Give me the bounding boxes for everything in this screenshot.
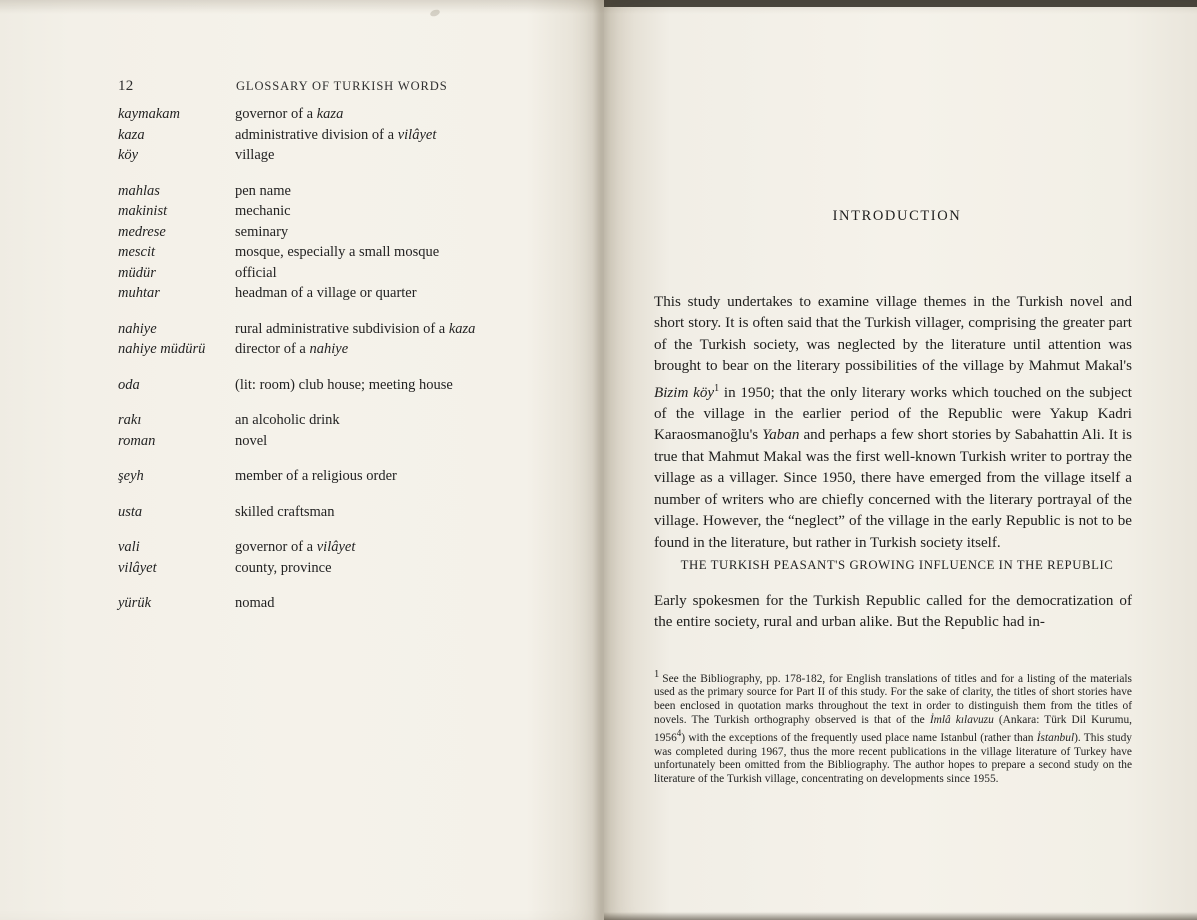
glossary-group bbox=[118, 466, 578, 487]
glossary-term: oda bbox=[118, 376, 140, 393]
glossary-group bbox=[118, 502, 578, 523]
glossary-group bbox=[118, 104, 578, 166]
glossary-term: medrese bbox=[118, 223, 166, 240]
glossary-entry bbox=[118, 502, 578, 523]
glossary-definition: director of a nahiye bbox=[235, 341, 349, 357]
chapter-title: INTRODUCTION bbox=[832, 208, 962, 224]
intro-paragraph: This study undertakes to examine village themes in the Turkish novel and short story. It is often said that the Turkish villager, comprising the greater part of the Turkish society, was neglected by the literature until attention was brought to bear on the literary possibilities of the village by Mahmut Makal's Bizim köy$^1$ in 1950; that the only literary works which touched on the subject of the village in the earlier period of the Republic were Yakup Kadri Karaosmanoğlu's Yaban and perhaps a few short stories by Sabahattin Ali. It is true that Mahmut Makal was the first well-known Turkish writer to portray the village as a villager. Since 1950, there have emerged from the village itself a number of writers who are chiefly concerned with the literary portrayal of the village. However, the “neglect” of the village in the early Republic is not to be found in the literature, but rather in Turkish society itself. bbox=[654, 294, 1132, 551]
paper-blemish bbox=[429, 8, 440, 17]
glossary-term: mahlas bbox=[118, 182, 160, 199]
glossary-term: şeyh bbox=[118, 468, 144, 484]
glossary-definition: governor of a vilâyet bbox=[235, 539, 356, 555]
glossary-term: kaymakam bbox=[118, 106, 181, 122]
glossary-term: vali bbox=[118, 539, 140, 555]
footnote bbox=[654, 668, 1132, 786]
glossary-definition: official bbox=[235, 264, 277, 281]
glossary-definition: member of a religious order bbox=[235, 468, 397, 484]
section-body bbox=[654, 591, 1132, 634]
glossary-definition: headman of a village or quarter bbox=[235, 285, 417, 301]
glossary-entry bbox=[118, 283, 578, 304]
glossary-definition: mechanic bbox=[235, 203, 291, 219]
glossary-entry bbox=[118, 263, 578, 284]
section-heading: THE TURKISH PEASANT'S GROWING INFLUENCE IN THE REPUBLIC bbox=[680, 558, 1114, 572]
glossary-definition: governor of a kaza bbox=[235, 106, 344, 122]
glossary-definition: (lit: room) club house; meeting house bbox=[235, 376, 453, 393]
glossary-entry bbox=[118, 466, 578, 487]
glossary-entry bbox=[118, 242, 578, 263]
glossary-entry bbox=[118, 125, 578, 146]
glossary-term: nahiye bbox=[118, 320, 157, 337]
footnote-text: See the Bibliography, pp. 178-182, for English translations of titles and for a listing of the materials used as the primary source for Part II of this study. For the sake of clarity, the titles of short stories have been enclosed in quotation marks throughout the text in order to distinguish them from the titles of novels. The Turkish orthography observed is that of the İmlâ kılavuzu (Ankara: Türk Dil Kurumu, 1956$^4$) with the exceptions of the frequently used place name Istanbul (rather than İstanbul). This study was completed during 1967, thus the more recent publications in the village literature of Turkey have unfortunately been omitted from the Bibliography. The author hopes to prepare a second study on the literature of the Turkish village, concentrating on developments since 1955. bbox=[654, 672, 1132, 785]
glossary-entry bbox=[118, 431, 578, 452]
glossary-entry bbox=[118, 375, 578, 396]
glossary-group bbox=[118, 181, 578, 304]
glossary-group bbox=[118, 593, 578, 614]
section-paragraph: Early spokesmen for the Turkish Republic called for the democratization of the entire society, rural and urban alike. But the Republic had in- bbox=[654, 593, 1132, 631]
glossary-term: mescit bbox=[118, 244, 156, 260]
glossary-entry bbox=[118, 537, 578, 558]
glossary-list bbox=[118, 104, 578, 629]
right-page bbox=[604, 0, 1197, 920]
glossary-entry bbox=[118, 339, 578, 360]
glossary-definition: pen name bbox=[235, 182, 291, 199]
glossary-entry bbox=[118, 410, 578, 431]
glossary-term: roman bbox=[118, 432, 156, 449]
footnote-marker: 1 bbox=[654, 669, 660, 680]
glossary-definition: county, province bbox=[235, 559, 332, 576]
glossary-definition: seminary bbox=[235, 223, 289, 240]
glossary-definition: mosque, especially a small mosque bbox=[235, 244, 440, 260]
glossary-term: köy bbox=[118, 147, 139, 163]
glossary-definition: novel bbox=[235, 432, 268, 449]
glossary-term: usta bbox=[118, 503, 143, 520]
running-head: GLOSSARY OF TURKISH WORDS bbox=[236, 79, 448, 93]
glossary-group bbox=[118, 410, 578, 451]
glossary-term: makinist bbox=[118, 203, 168, 219]
glossary-group bbox=[118, 319, 578, 360]
glossary-definition: nomad bbox=[235, 595, 275, 611]
glossary-definition: administrative division of a vilâyet bbox=[235, 126, 437, 143]
glossary-definition: village bbox=[235, 147, 275, 163]
glossary-definition: an alcoholic drink bbox=[235, 412, 340, 428]
glossary-entry bbox=[118, 145, 578, 166]
glossary-entry bbox=[118, 222, 578, 243]
page-number: 12 bbox=[118, 78, 134, 94]
glossary-entry bbox=[118, 104, 578, 125]
glossary-term: müdür bbox=[118, 264, 156, 281]
glossary-definition: rural administrative subdivision of a kaza bbox=[235, 320, 476, 337]
glossary-entry bbox=[118, 201, 578, 222]
glossary-term: muhtar bbox=[118, 285, 160, 301]
glossary-term: nahiye müdürü bbox=[118, 341, 206, 357]
glossary-term: vilâyet bbox=[118, 559, 157, 576]
glossary-term: rakı bbox=[118, 412, 142, 428]
glossary-entry bbox=[118, 181, 578, 202]
glossary-group bbox=[118, 537, 578, 578]
glossary-term: kaza bbox=[118, 126, 145, 143]
glossary-term: yürük bbox=[118, 595, 152, 611]
left-page-header bbox=[118, 78, 538, 95]
glossary-definition: skilled craftsman bbox=[235, 503, 335, 520]
glossary-entry bbox=[118, 558, 578, 579]
body-column bbox=[654, 292, 1132, 554]
glossary-entry bbox=[118, 319, 578, 340]
glossary-group bbox=[118, 375, 578, 396]
glossary-entry bbox=[118, 593, 578, 614]
